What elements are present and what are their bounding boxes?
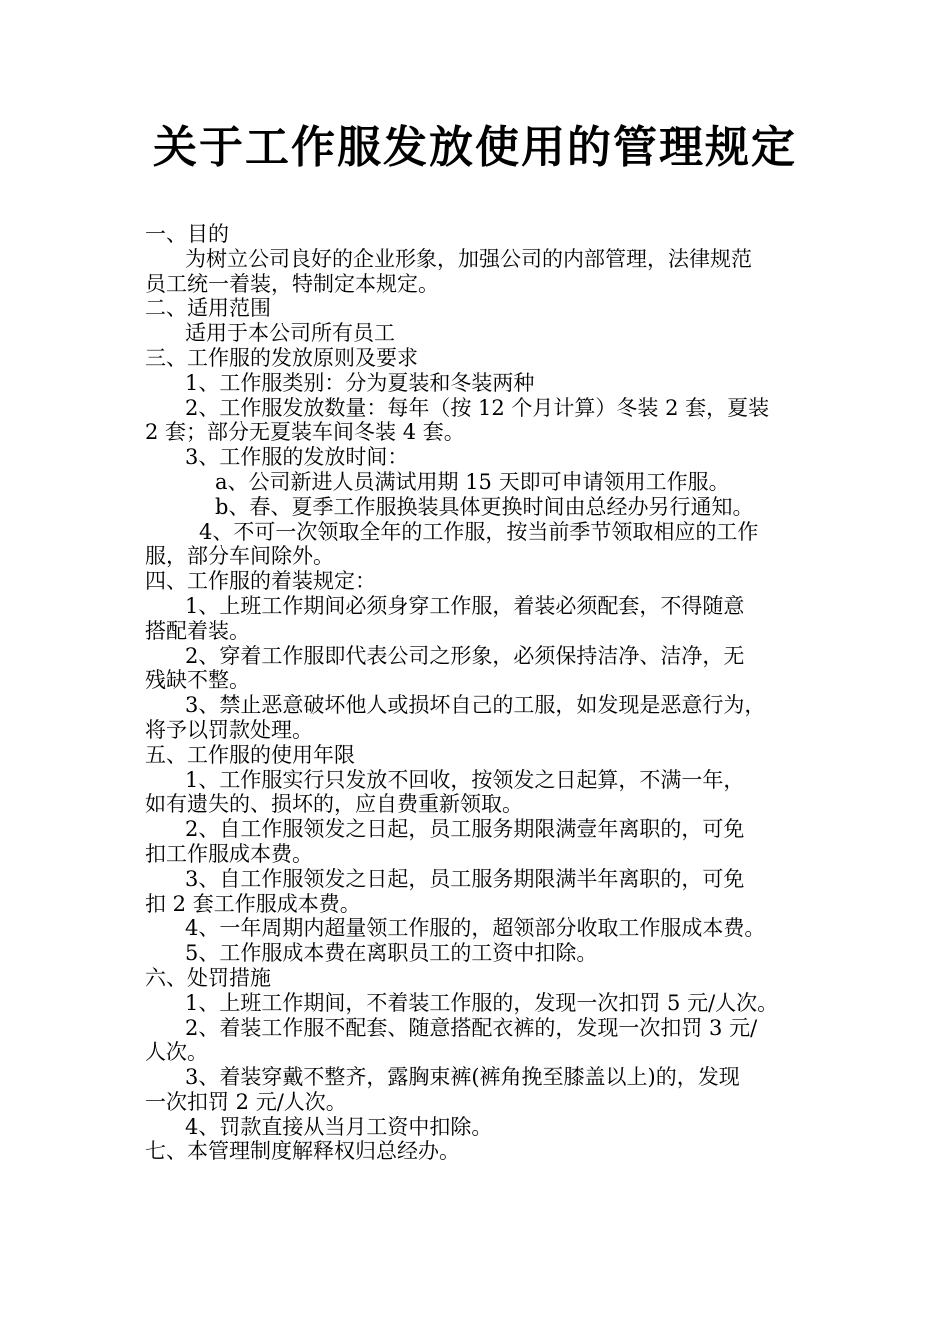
document-line: 扣工作服成本费。	[145, 841, 313, 866]
document-line: 5、工作服成本费在离职员工的工资中扣除。	[185, 941, 598, 966]
document-line: 员工统一着装，特制定本规定。	[145, 271, 439, 296]
document-line: 如有遗失的、损坏的，应自费重新领取。	[145, 792, 523, 817]
document-line: 2、着装工作服不配套、随意搭配衣裤的，发现一次扣罚 3 元/	[185, 1015, 758, 1040]
document-line: 1、工作服类别：分为夏装和冬装两种	[185, 370, 535, 395]
document-line: a、公司新进人员满试用期 15 天即可申请领用工作服。	[215, 469, 730, 494]
document-line: 将予以罚款处理。	[145, 717, 313, 742]
document-line: 3、工作服的发放时间：	[185, 445, 409, 470]
document-line: 4、一年周期内超量领工作服的，超领部分收取工作服成本费。	[185, 916, 766, 941]
document-line: 一次扣罚 2 元/人次。	[145, 1089, 347, 1114]
document-line: 二、适用范围	[145, 296, 271, 321]
document-line: 4、不可一次领取全年的工作服，按当前季节领取相应的工作	[199, 519, 759, 544]
document-line: 五、工作服的使用年限	[145, 742, 355, 767]
document-line: 三、工作服的发放原则及要求	[145, 345, 418, 370]
document-line: 服，部分车间除外。	[145, 544, 334, 569]
document-line: 2、穿着工作服即代表公司之形象，必须保持洁净、洁净，无	[185, 643, 745, 668]
document-line: 一、目的	[145, 222, 229, 246]
document-line: 残缺不整。	[145, 668, 250, 693]
document-line: 1、工作服实行只发放不回收，按领发之日起算，不满一年，	[185, 767, 745, 792]
document-line: 2 套；部分无夏装车间冬装 4 套。	[145, 420, 465, 445]
document-line: 3、着装穿戴不整齐，露胸束裤(裤角挽至膝盖以上)的，发现	[185, 1065, 740, 1090]
document-line: 搭配着装。	[145, 618, 250, 643]
document-line: 1、上班工作期间必须身穿工作服，着装必须配套，不得随意	[185, 593, 745, 618]
document-line: 四、工作服的着装规定：	[145, 569, 376, 594]
document-body	[145, 222, 845, 1164]
document-line: 扣 2 套工作服成本费。	[145, 891, 361, 916]
document-line: 3、自工作服领发之日起，员工服务期限满半年离职的，可免	[185, 866, 745, 891]
document-line: 为树立公司良好的企业形象，加强公司的内部管理，法律规范	[185, 246, 752, 271]
document-line: 适用于本公司所有员工	[185, 321, 395, 346]
document-line: 1、上班工作期间，不着装工作服的，发现一次扣罚 5 元/人次。	[185, 990, 779, 1015]
document-line: 4、罚款直接从当月工资中扣除。	[185, 1114, 493, 1139]
document-line: 2、自工作服领发之日起，员工服务期限满壹年离职的，可免	[185, 817, 745, 842]
document-line: 3、禁止恶意破坏他人或损坏自己的工服，如发现是恶意行为，	[185, 693, 766, 718]
document-line: 六、处罚措施	[145, 965, 271, 990]
document-line: 2、工作服发放数量：每年（按 12 个月计算）冬装 2 套，夏装	[185, 395, 770, 420]
document-line: b、春、夏季工作服换装具体更换时间由总经办另行通知。	[215, 494, 754, 519]
document-line: 七、本管理制度解释权归总经办。	[145, 1139, 460, 1164]
document-line: 人次。	[145, 1040, 208, 1065]
document-title: 关于工作服发放使用的管理规定	[153, 122, 797, 173]
